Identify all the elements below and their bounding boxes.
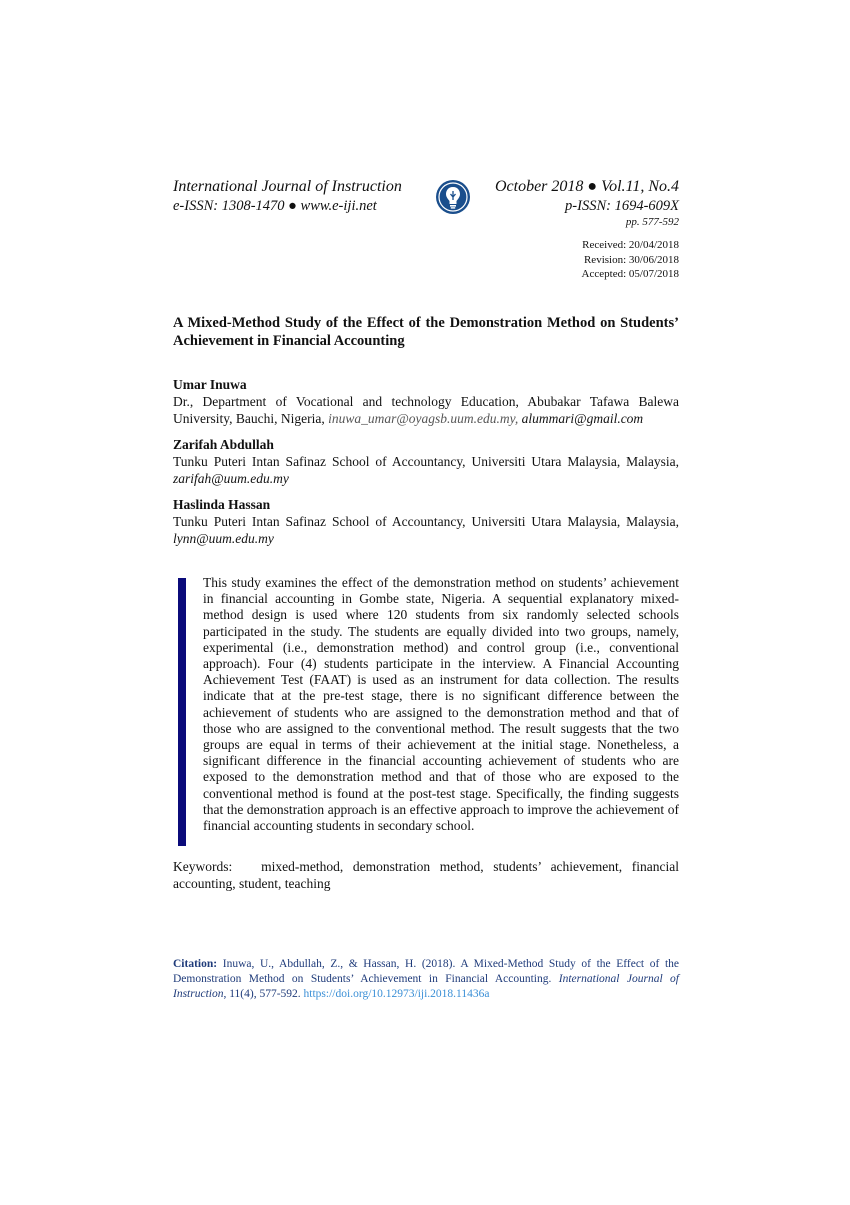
keywords	[173, 858, 679, 892]
keywords-text: mixed-method, demonstration method, students’ achievement, financial accounting, student, teaching	[173, 859, 679, 891]
author-email[interactable]: inuwa_umar@oyagsb.uum.edu.my,	[328, 411, 522, 426]
p-issn-line: p-ISSN: 1694-609X	[565, 198, 679, 214]
issue-line: October 2018 ● Vol.11, No.4	[494, 178, 679, 195]
journal-logo-icon	[435, 179, 471, 215]
author-name: Zarifah Abdullah	[173, 437, 274, 452]
accepted-date: Accepted: 05/07/2018	[581, 268, 679, 280]
submission-dates	[480, 238, 679, 282]
author-block	[173, 496, 679, 547]
author-email-alt[interactable]: alummari@gmail.com	[521, 411, 644, 426]
journal-name: International Journal of Instruction	[173, 178, 402, 195]
author-email[interactable]: zarifah@uum.edu.my	[173, 471, 289, 486]
received-date: Received: 20/04/2018	[582, 239, 679, 251]
author-affiliation: Dr., Department of Vocational and technology Education, Abubakar Tafawa Balewa University, Bauchi, Nigeria, inuwa_umar@oyagsb.uum.edu.my, alummari@gmail.com	[173, 394, 679, 426]
citation-journal: International Journal of Instruction	[173, 973, 679, 1000]
keywords-label: Keywords:	[173, 859, 233, 874]
author-affiliation: Tunku Puteri Intan Safinaz School of Accountancy, Universiti Utara Malaysia, Malaysia, lynn@uum.edu.my	[173, 514, 679, 546]
revision-date: Revision: 30/06/2018	[583, 253, 679, 266]
author-name: Haslinda Hassan	[173, 497, 271, 512]
author-email[interactable]: lynn@uum.edu.my	[173, 531, 274, 546]
e-issn-line: e-ISSN: 1308-1470 ● www.e-iji.net	[173, 198, 377, 214]
author-affiliation: Tunku Puteri Intan Safinaz School of Accountancy, Universiti Utara Malaysia, Malaysia, zarifah@uum.edu.my	[173, 454, 679, 486]
paper-title: A Mixed-Method Study of the Effect of the Demonstration Method on Students’ Achievement in Financial Accounting	[173, 315, 679, 349]
journal-header-left	[173, 177, 433, 215]
citation-text: Inuwa, U., Abdullah, Z., & Hassan, H. (2018). A Mixed-Method Study of the Effect of the Demonstration Method on Students’ Achievement in Financial Accounting.	[173, 958, 680, 985]
page-range: pp. 577-592	[625, 216, 679, 228]
citation-label: Citation:	[173, 958, 218, 970]
author-block	[173, 436, 679, 487]
abstract-accent-bar	[178, 578, 186, 846]
author-block	[173, 376, 679, 427]
author-name: Umar Inuwa	[173, 377, 247, 392]
citation-volume: , 11(4), 577-592.	[223, 988, 304, 1000]
citation-doi-link[interactable]: https://doi.org/10.12973/iji.2018.11436a	[303, 988, 490, 1000]
abstract-text: This study examines the effect of the demonstration method on students’ achievement in financial accounting in Gombe state, Nigeria. A sequential explanatory mixed-method design is used where 120 students from six randomly selected schools participated in the study. The students are equally divided into two groups, namely, experimental (i.e., demonstration method) and control group (i.e., conventional approach). Four (4) students participate in the interview. A Financial Accounting Achievement Test (FAAT) is used as an instrument for data collection. The results indicate that at the pre-test stage, there is no significant difference between the achievement of students who are assigned to the demonstration method and that of those who are assigned to the conventional method. The result suggests that the two groups are equal in terms of their achievement at the initial stage. Nonetheless, a significant difference in the financial accounting achievement of students who are exposed to the demonstration method and that of those who are exposed to the conventional method is found at the post-test stage. Specifically, the finding suggests that the demonstration approach is an effective approach to improve the achievement of financial accounting students in secondary school.	[203, 575, 679, 834]
citation	[173, 957, 679, 1002]
journal-header-right	[480, 177, 679, 229]
